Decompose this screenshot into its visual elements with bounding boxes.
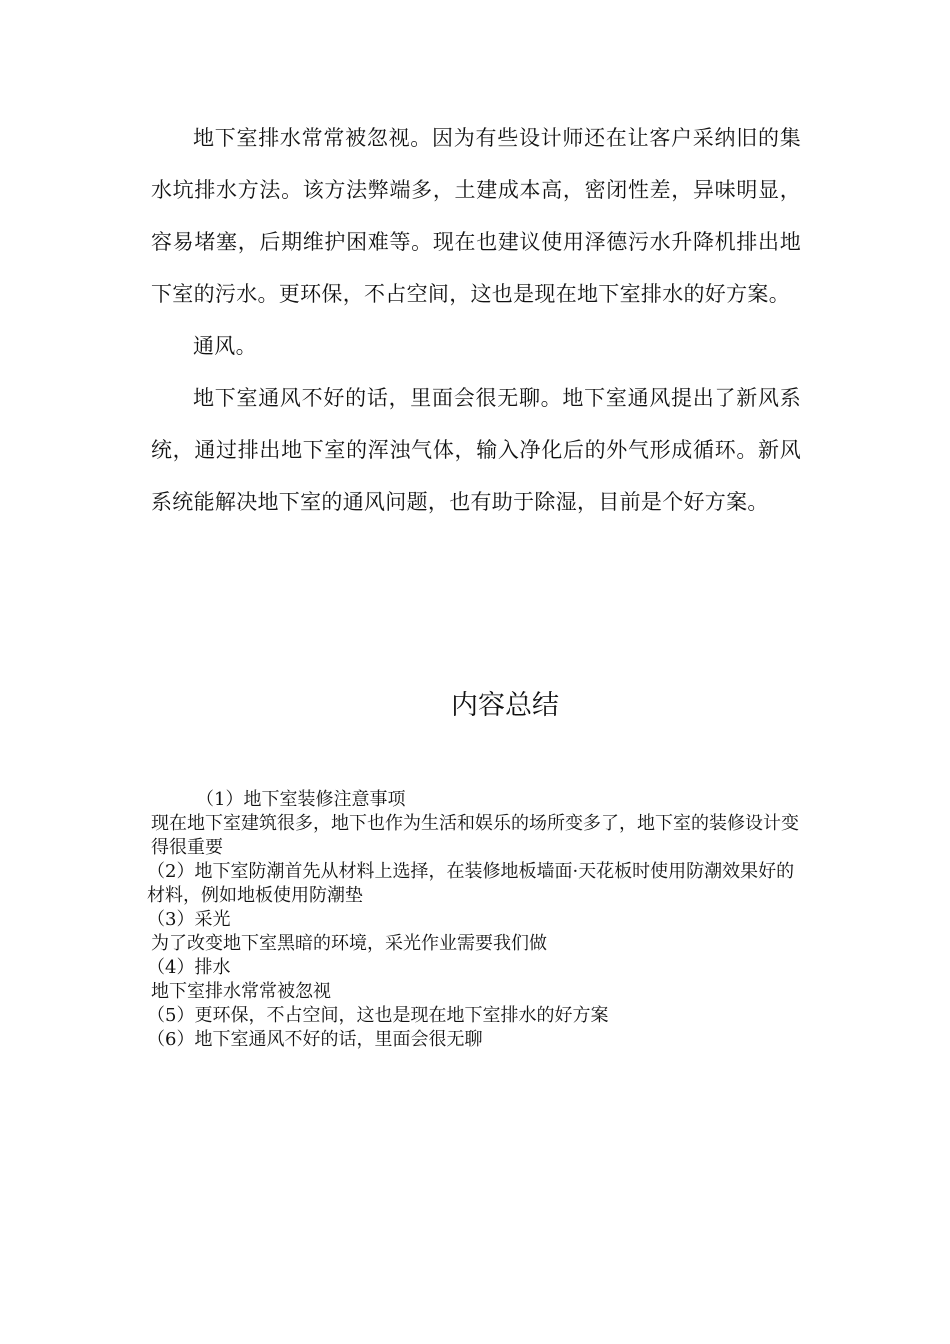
summary-line-7: 地下室排水常常被忽视 (151, 981, 331, 1002)
summary-line-4: （3）采光 (147, 909, 231, 930)
summary-line-5: 为了改变地下室黑暗的环境，采光作业需要我们做 (151, 933, 547, 954)
summary-list (147, 788, 801, 1052)
paragraph-drainage: 地下室排水常常被忽视。因为有些设计师还在让客户采纳旧的集水坑排水方法。该方法弊端多，土建成本高，密闭性差，异味明显，容易堵塞，后期维护困难等。现在也建议使用泽德污水升降机排出地下室的污水。更环保，不占空间，这也是现在地下室排水的好方案。 (151, 126, 801, 306)
paragraph-ventilation: 地下室通风不好的话，里面会很无聊。地下室通风提出了新风系统，通过排出地下室的浑浊气体，输入净化后的外气形成循环。新风系统能解决地下室的通风问题，也有助于除湿，目前是个好方案。 (151, 386, 801, 514)
summary-line-3: （2）地下室防潮首先从材料上选择，在装修地板墙面·天花板时使用防潮效果好的材料，例如地板使用防潮垫 (147, 861, 795, 906)
summary-line-6: （4）排水 (147, 957, 231, 978)
summary-line-1: （1）地下室装修注意事项 (196, 789, 406, 810)
summary-title: 内容总结 (451, 690, 559, 721)
paragraph-ventilation-heading: 通风。 (193, 334, 257, 358)
body-text (151, 112, 801, 528)
summary-line-8: （5）更环保，不占空间，这也是现在地下室排水的好方案 (147, 1005, 609, 1026)
summary-line-9: （6）地下室通风不好的话，里面会很无聊 (147, 1029, 483, 1050)
summary-line-2: 现在地下室建筑很多，地下也作为生活和娱乐的场所变多了，地下室的装修设计变得很重要 (151, 813, 799, 858)
